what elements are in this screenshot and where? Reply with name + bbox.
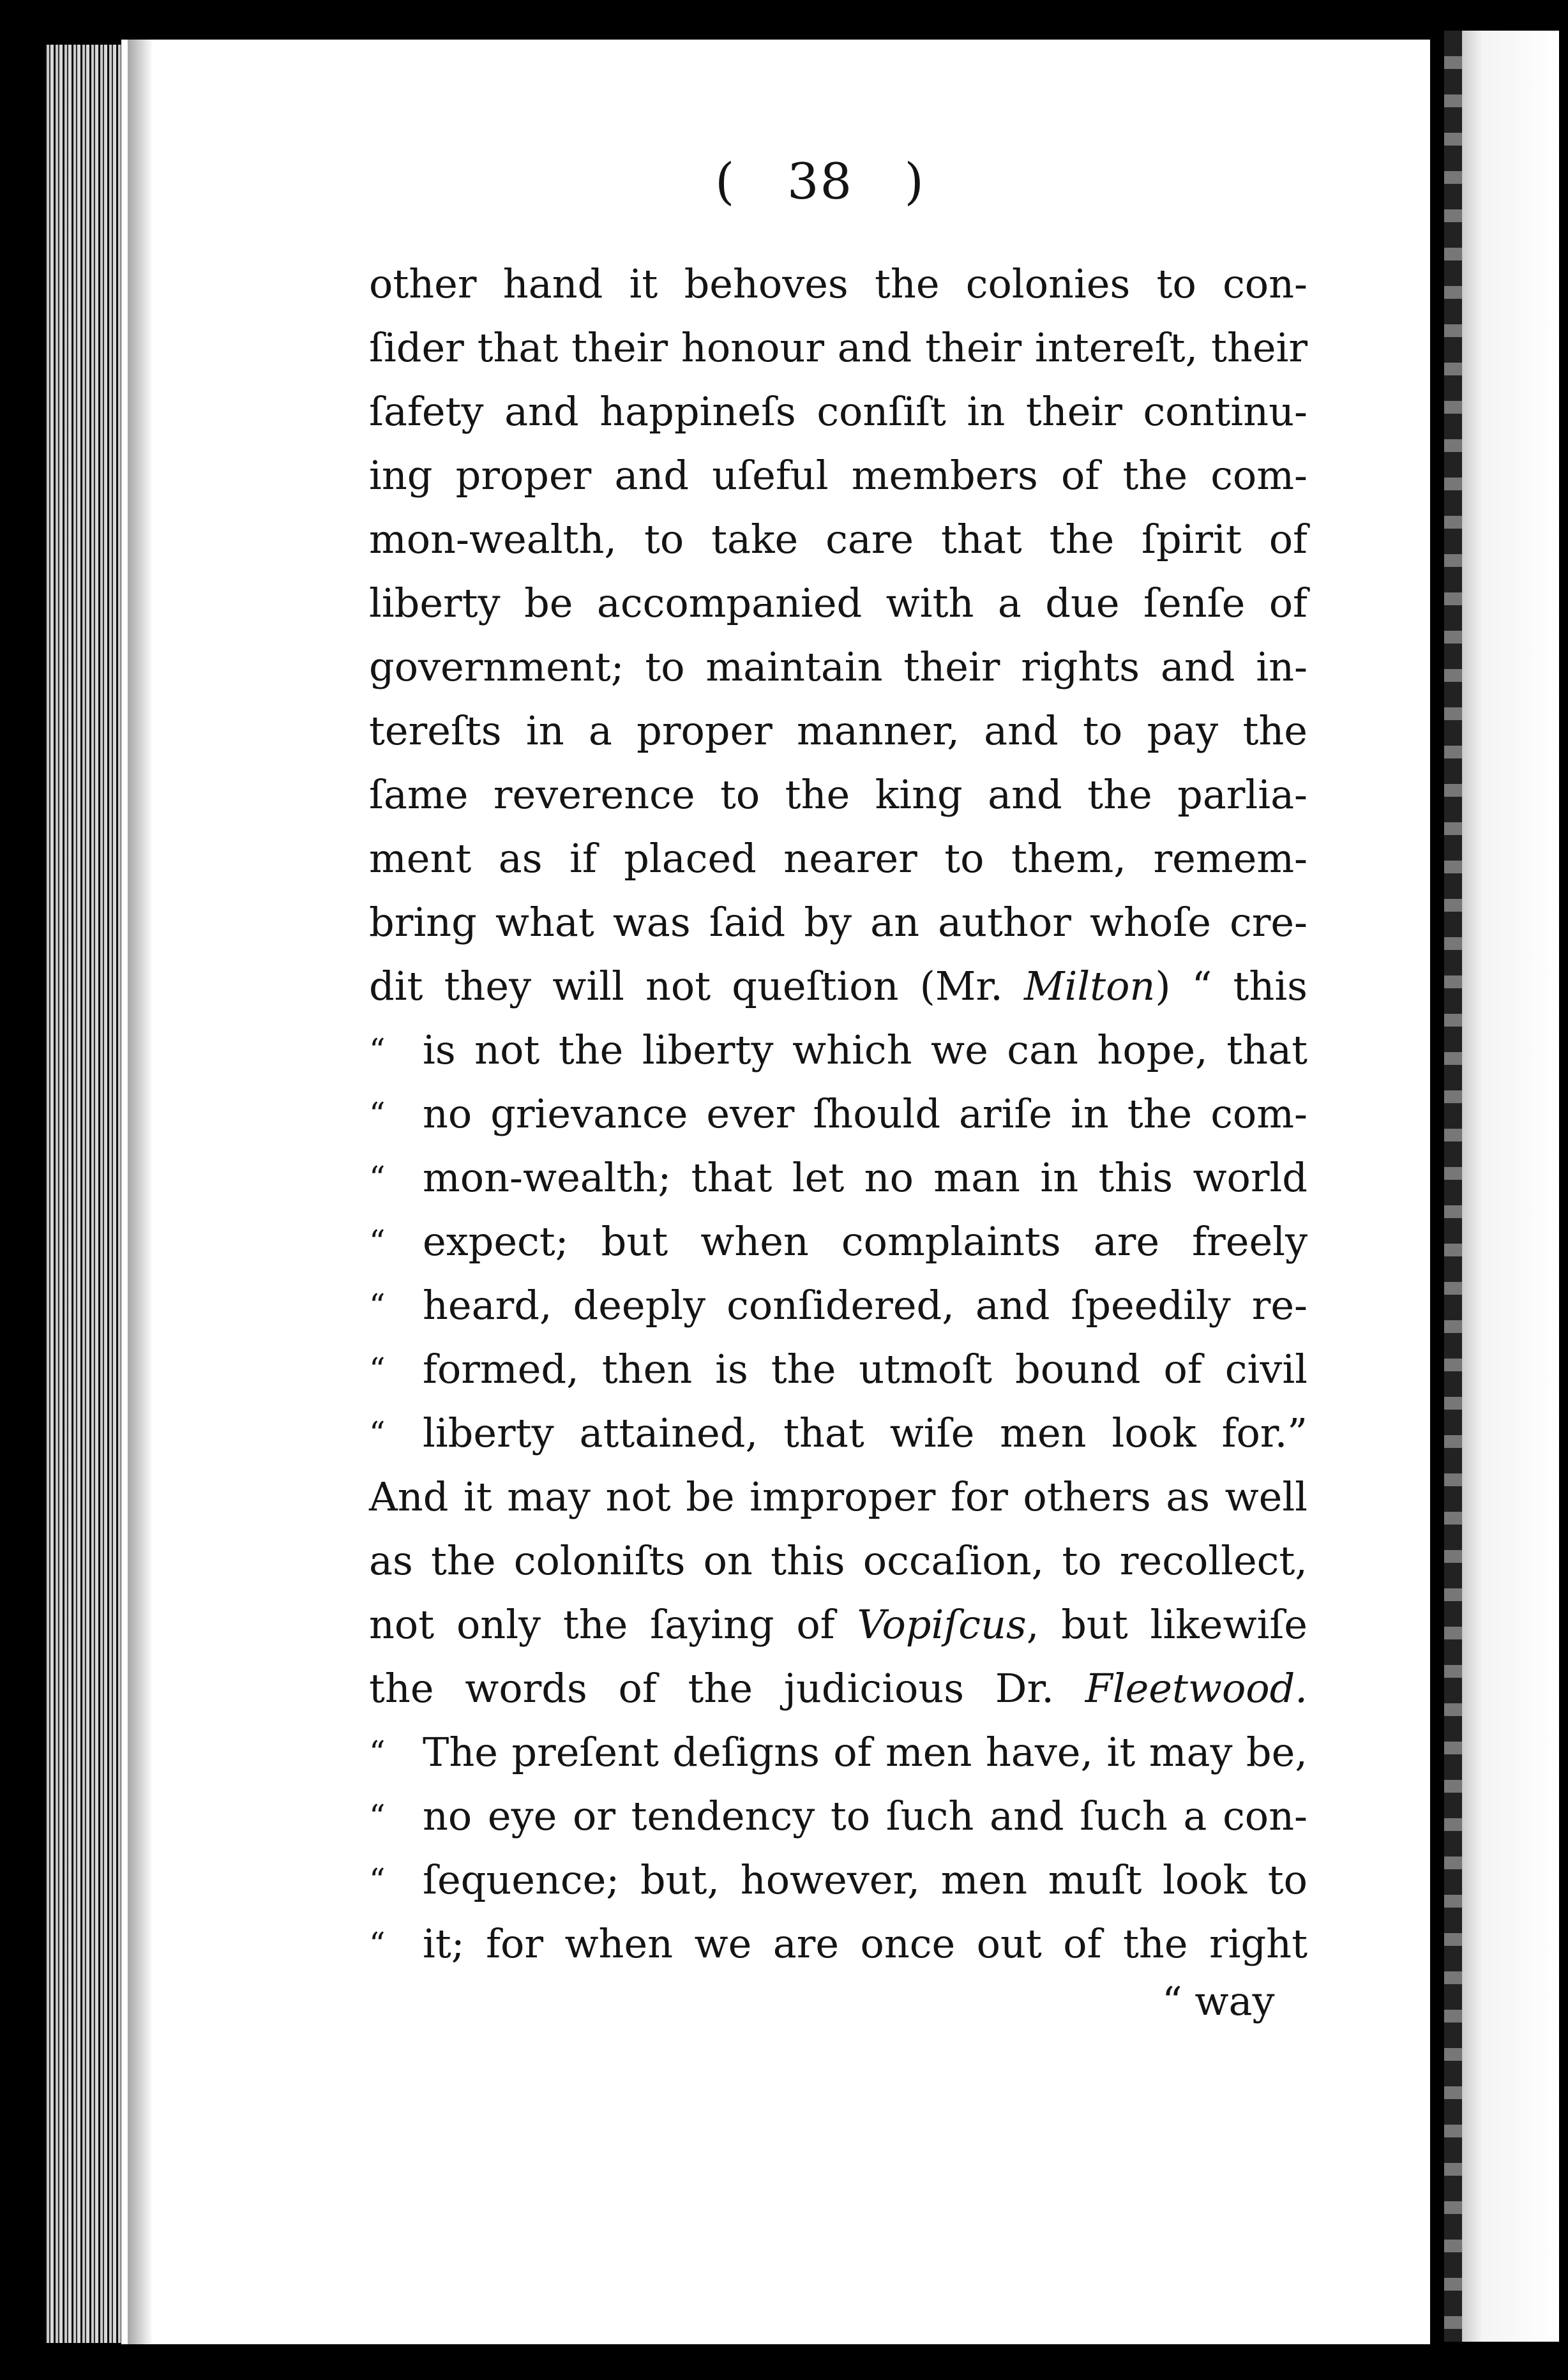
- text-line: [369, 1912, 1308, 1976]
- line-text: ſafety and happineſs conſiſt in their continu-: [369, 388, 1308, 435]
- text-line: [369, 1018, 1308, 1082]
- line-text: formed, then is the utmoſt bound of civil: [423, 1346, 1308, 1392]
- line-text: tereſts in a proper manner, and to pay the: [369, 707, 1308, 754]
- line-text: And it may not be improper for others as well: [369, 1473, 1308, 1520]
- text-line: [369, 571, 1308, 635]
- line-text: liberty be accompanied with a due ſenſe of: [369, 580, 1308, 626]
- line-text: ment as if placed nearer to them, remem-: [369, 835, 1308, 882]
- quotation-mark: “: [369, 1159, 386, 1196]
- line-text: ſequence; but, however, men muſt look to: [423, 1857, 1308, 1903]
- line-text: mon-wealth, to take care that the ſpirit of: [369, 516, 1308, 562]
- text-line: [369, 827, 1308, 891]
- text-line: [369, 316, 1308, 380]
- text-line: [369, 1465, 1308, 1529]
- line-text: ing proper and uſeful members of the com-: [369, 452, 1308, 499]
- quotation-mark: “: [369, 1734, 386, 1771]
- line-text: it; for when we are once out of the right: [423, 1920, 1308, 1967]
- text-line: [369, 444, 1308, 508]
- text-line: [369, 1146, 1308, 1210]
- body-text: [369, 252, 1308, 1976]
- text-line: [369, 1784, 1308, 1848]
- text-line: [369, 508, 1308, 571]
- text-line: [369, 1721, 1308, 1784]
- line-text: as the coloniſts on this occaſion, to recollect,: [369, 1537, 1308, 1584]
- text-line: [369, 1529, 1308, 1593]
- quotation-mark: “: [369, 1287, 386, 1324]
- italic-name: Vopiſcus: [857, 1601, 1027, 1648]
- text-line: [369, 380, 1308, 444]
- page-number-header: ( 38 ): [715, 153, 925, 211]
- italic-name: Milton: [1024, 963, 1156, 1009]
- line-text: liberty attained, that wiſe men look for.”: [423, 1410, 1308, 1456]
- line-text: The preſent deſigns of men have, it may be,: [423, 1729, 1308, 1775]
- line-text: bring what was ſaid by an author whoſe cre-: [369, 899, 1308, 945]
- line-text: not only the ſaying of: [369, 1601, 857, 1648]
- text-line: [369, 1593, 1308, 1657]
- text-line: [369, 1848, 1308, 1912]
- text-line: [369, 763, 1308, 827]
- italic-name: Fleetwood.: [1085, 1665, 1308, 1712]
- line-text: dit they will not queſtion (Mr.: [369, 963, 1025, 1009]
- line-text: mon-wealth; that let no man in this world: [423, 1154, 1308, 1201]
- quotation-mark: “: [369, 1351, 386, 1388]
- line-text: the words of the judicious Dr.: [369, 1665, 1085, 1712]
- text-line: [369, 1401, 1308, 1465]
- line-text: expect; but when complaints are freely: [423, 1218, 1308, 1265]
- line-text: ſider that their honour and their intereſt, their: [369, 324, 1308, 371]
- quotation-mark: “: [369, 1415, 386, 1452]
- line-text-continued: ) “ this: [1155, 963, 1308, 1009]
- text-line: [369, 1082, 1308, 1146]
- quotation-mark: “: [369, 1096, 386, 1133]
- text-line: [369, 891, 1308, 954]
- text-line: [369, 954, 1308, 1018]
- catchword: “ way: [1162, 1978, 1275, 2024]
- line-text: no eye or tendency to ſuch and ſuch a con-: [423, 1793, 1308, 1839]
- line-text: is not the liberty which we can hope, that: [423, 1027, 1308, 1073]
- text-line: [369, 1210, 1308, 1274]
- quotation-mark: “: [369, 1862, 386, 1899]
- quotation-mark: “: [369, 1798, 386, 1835]
- quotation-mark: “: [369, 1925, 386, 1962]
- text-line: [369, 1337, 1308, 1401]
- quotation-mark: “: [369, 1032, 386, 1069]
- text-line: [369, 1274, 1308, 1337]
- line-text: other hand it behoves the colonies to con-: [369, 260, 1308, 307]
- line-text: no grievance ever ſhould ariſe in the com-: [423, 1090, 1308, 1137]
- quotation-mark: “: [369, 1223, 386, 1260]
- text-line: [369, 1657, 1308, 1721]
- text-line: [369, 635, 1308, 699]
- line-text: government; to maintain their rights and in-: [369, 644, 1308, 690]
- text-line: [369, 252, 1308, 316]
- gutter-shadow: [128, 40, 153, 2344]
- line-text: ſame reverence to the king and the parlia-: [369, 771, 1308, 818]
- text-line: [369, 699, 1308, 763]
- line-text: heard, deeply conſidered, and ſpeedily re-: [423, 1282, 1308, 1329]
- line-text-continued: , but likewiſe: [1026, 1601, 1308, 1648]
- opposite-page-border: [1444, 31, 1462, 2342]
